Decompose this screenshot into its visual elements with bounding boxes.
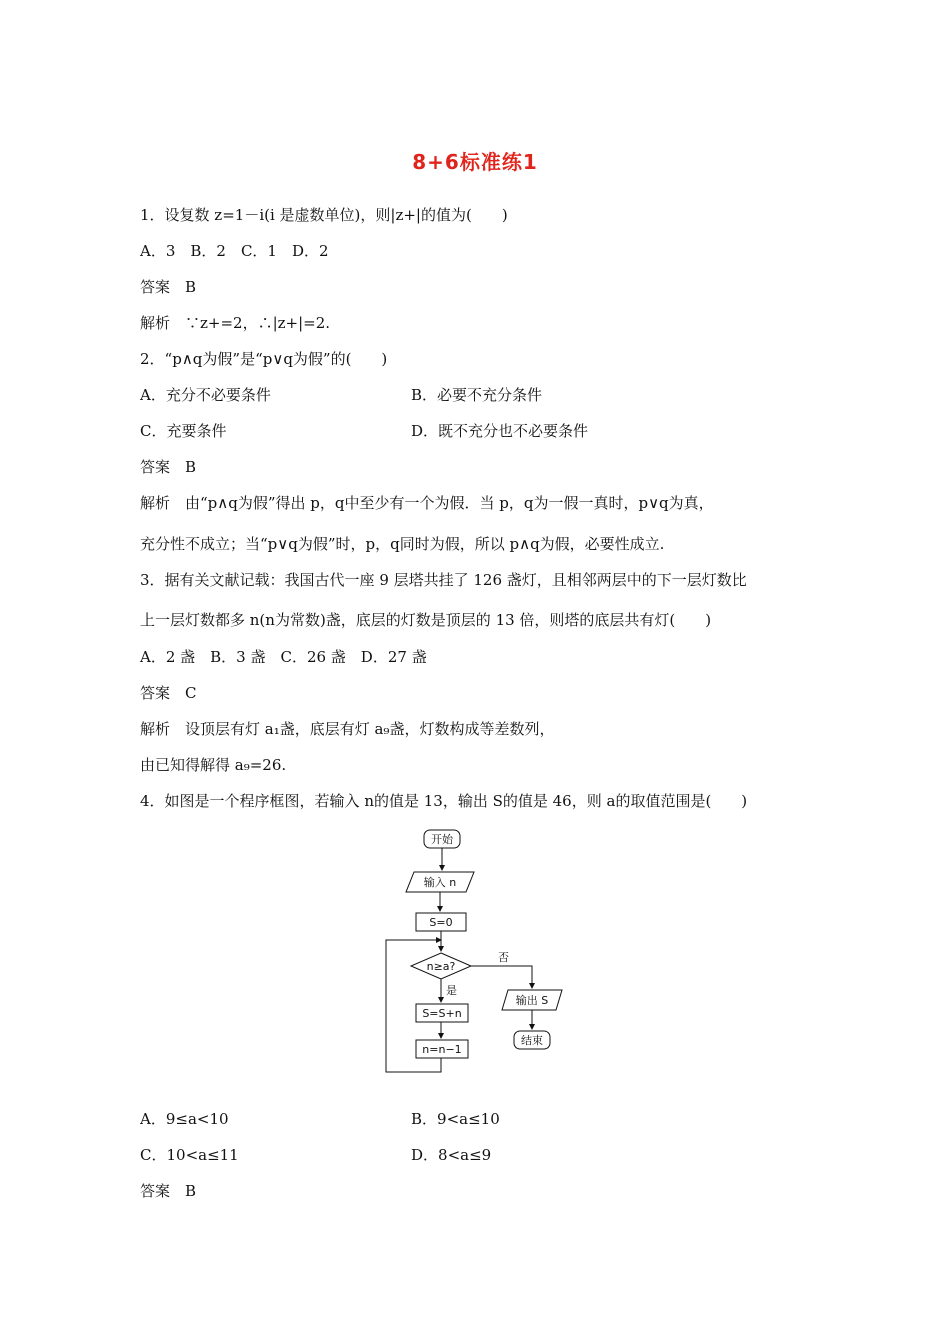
flow-output-label: 输出 S <box>515 994 549 1007</box>
flow-input-label: 输入 n <box>423 876 457 889</box>
flow-yes-label: 是 <box>446 984 457 997</box>
q1-options: A．3 B．2 C．1 D．2 <box>140 242 329 260</box>
q4-option-c: C．10<a≤11 <box>140 1146 239 1164</box>
q2-answer: 答案 B <box>140 458 197 476</box>
q2-option-b: B．必要不充分条件 <box>411 386 543 404</box>
q4-option-d: D．8<a≤9 <box>411 1146 492 1164</box>
flow-start-label: 开始 <box>431 833 453 846</box>
q1-answer: 答案 B <box>140 278 197 296</box>
q3-stem-line2: 上一层灯数都多 n(n为常数)盏，底层的灯数是顶层的 13 倍，则塔的底层共有灯( ) <box>140 611 712 629</box>
q2-option-a: A．充分不必要条件 <box>140 386 271 404</box>
page-title: 8+6标准练1 <box>412 150 538 174</box>
q3-analysis-line1: 解析 设顶层有灯 a₁盏，底层有灯 a₉盏，灯数构成等差数列， <box>140 720 555 738</box>
q2-stem: 2．“p∧q为假”是“p∨q为假”的( ) <box>140 350 388 368</box>
q3-analysis-line2: 由已知得解得 a₉=26. <box>140 756 287 774</box>
flow-condition-label: n≥a? <box>426 960 456 973</box>
q1-stem: 1．设复数 z=1－i(i 是虚数单位)，则|z+|的值为( ) <box>140 206 508 224</box>
flowchart <box>380 822 580 1082</box>
q4-option-a: A．9≤a<10 <box>140 1110 229 1128</box>
q1-analysis: 解析 ∵z+=2，∴|z+|=2. <box>140 314 331 332</box>
q4-option-b: B．9<a≤10 <box>411 1110 500 1128</box>
flow-step2-label: n=n−1 <box>422 1043 462 1056</box>
q2-analysis-line1: 解析 由“p∧q为假”得出 p，q中至少有一个为假．当 p，q为一假一真时，p∨q为真， <box>140 494 714 512</box>
q2-option-c: C．充要条件 <box>140 422 227 440</box>
q3-answer: 答案 C <box>140 684 197 702</box>
flow-init-label: S=0 <box>429 916 453 929</box>
flow-step1-label: S=S+n <box>422 1007 462 1020</box>
q3-options: A．2 盏 B．3 盏 C．26 盏 D．27 盏 <box>140 648 427 666</box>
flow-end-label: 结束 <box>521 1034 543 1047</box>
q4-answer: 答案 B <box>140 1182 197 1200</box>
q2-option-d: D．既不充分也不必要条件 <box>411 422 589 440</box>
q3-stem-line1: 3．据有关文献记载：我国古代一座 9 层塔共挂了 126 盏灯，且相邻两层中的下一层灯数比 <box>140 571 747 589</box>
q2-analysis-line2: 充分性不成立；当“p∨q为假”时，p，q同时为假，所以 p∧q为假，必要性成立. <box>140 535 665 553</box>
q4-stem: 4．如图是一个程序框图，若输入 n的值是 13，输出 S的值是 46，则 a的取值范围是( ) <box>140 792 748 810</box>
flow-no-label: 否 <box>498 951 509 964</box>
